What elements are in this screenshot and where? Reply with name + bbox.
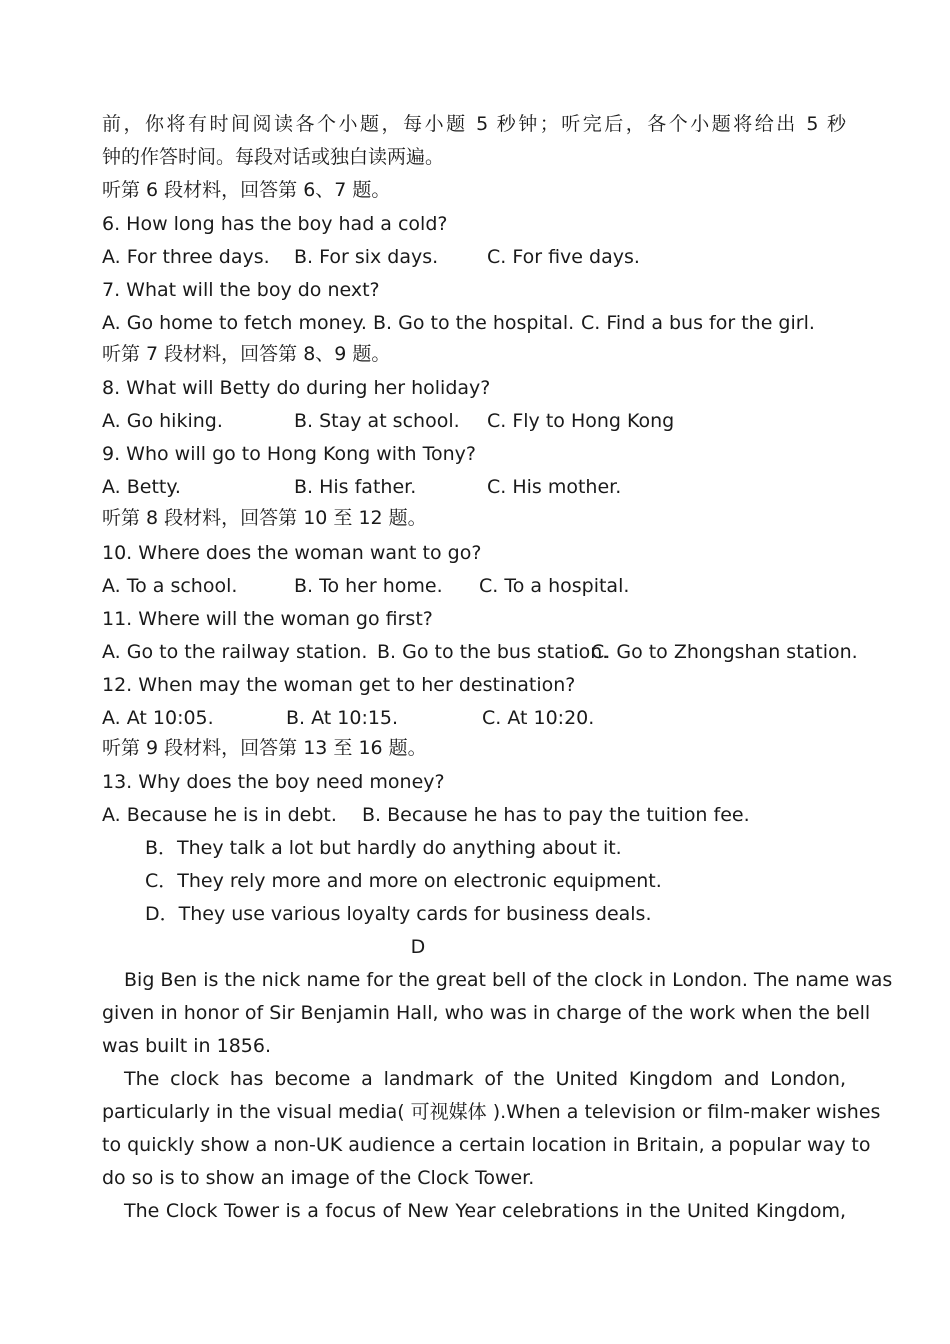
question-12: 12. When may the woman get to her destination?: [102, 674, 576, 696]
option-c: C. Go to Zhongshan station.: [591, 641, 858, 663]
passage-p1-line-2: given in honor of Sir Benjamin Hall, who was in charge of the work when the bell: [102, 1002, 871, 1024]
options-row: [102, 637, 858, 667]
passage-p1-line-3: was built in 1856.: [102, 1035, 272, 1057]
section-heading: 听第 8 段材料，回答第 10 至 12 题。: [102, 507, 427, 529]
passage-p2-line-3: to quickly show a non-UK audience a certain location in Britain, a popular way to: [102, 1134, 871, 1156]
intro-line-2: 钟的作答时间。每段对话或独白读两遍。: [102, 146, 445, 168]
question-11: 11. Where will the woman go first?: [102, 608, 433, 630]
options-row: [102, 406, 675, 436]
option-a: A. Betty.: [102, 476, 181, 498]
question-10: 10. Where does the woman want to go?: [102, 542, 482, 564]
options-row: [102, 242, 640, 272]
option-b: B. Go to the bus station.: [377, 641, 609, 663]
option-b: B. Because he has to pay the tuition fee.: [362, 804, 750, 826]
extra-option-c: C．They rely more and more on electronic equipment.: [145, 870, 662, 892]
extra-option-d: D．They use various loyalty cards for business deals.: [145, 903, 652, 925]
option-b: B. For six days.: [294, 246, 439, 268]
passage-p1-line-1: Big Ben is the nick name for the great bell of the clock in London. The name was: [124, 969, 893, 991]
option-c: C. To a hospital.: [479, 575, 630, 597]
options-row: [102, 571, 630, 601]
option-c: C. Find a bus for the girl.: [581, 312, 815, 334]
passage-p3-line-1: The Clock Tower is a focus of New Year celebrations in the United Kingdom,: [124, 1200, 846, 1222]
section-heading: 听第 9 段材料，回答第 13 至 16 题。: [102, 737, 427, 759]
question-8: 8. What will Betty do during her holiday?: [102, 377, 491, 399]
options-row: [102, 308, 815, 338]
section-heading: 听第 7 段材料，回答第 8、9 题。: [102, 343, 391, 365]
passage-p2-line-2: particularly in the visual media( 可视媒体 ).When a television or film-maker wishes: [102, 1101, 881, 1123]
option-b: B. Go to the hospital.: [373, 312, 575, 334]
option-a: A. Go to the railway station.: [102, 641, 368, 663]
option-c: C. For five days.: [487, 246, 640, 268]
option-b: B. At 10:15.: [286, 707, 399, 729]
passage-p2-line-1: The clock has become a landmark of the United Kingdom and London,: [124, 1068, 846, 1090]
intro-line-1: 前，你将有时间阅读各个小题，每小题 5 秒钟；听完后，各个小题将给出 5 秒: [102, 113, 846, 135]
option-c: C. At 10:20.: [482, 707, 595, 729]
question-6: 6. How long has the boy had a cold?: [102, 213, 448, 235]
option-a: A. At 10:05.: [102, 707, 214, 729]
option-a: A. Go home to fetch money.: [102, 312, 367, 334]
option-a: A. Go hiking.: [102, 410, 223, 432]
passage-label: D: [410, 936, 426, 958]
option-a: A. Because he is in debt.: [102, 804, 337, 826]
options-row: [102, 703, 595, 733]
question-13: 13. Why does the boy need money?: [102, 771, 445, 793]
options-row: [102, 472, 622, 502]
question-9: 9. Who will go to Hong Kong with Tony?: [102, 443, 476, 465]
passage-p2-line-4: do so is to show an image of the Clock Tower.: [102, 1167, 535, 1189]
extra-option-b: B．They talk a lot but hardly do anything about it.: [145, 837, 622, 859]
options-row: [102, 800, 750, 830]
option-c: C. Fly to Hong Kong: [487, 410, 675, 432]
question-7: 7. What will the boy do next?: [102, 279, 380, 301]
option-b: B. To her home.: [294, 575, 443, 597]
option-b: B. His father.: [294, 476, 417, 498]
section-heading: 听第 6 段材料，回答第 6、7 题。: [102, 179, 391, 201]
option-c: C. His mother.: [487, 476, 622, 498]
option-a: A. For three days.: [102, 246, 270, 268]
option-a: A. To a school.: [102, 575, 238, 597]
option-b: B. Stay at school.: [294, 410, 460, 432]
